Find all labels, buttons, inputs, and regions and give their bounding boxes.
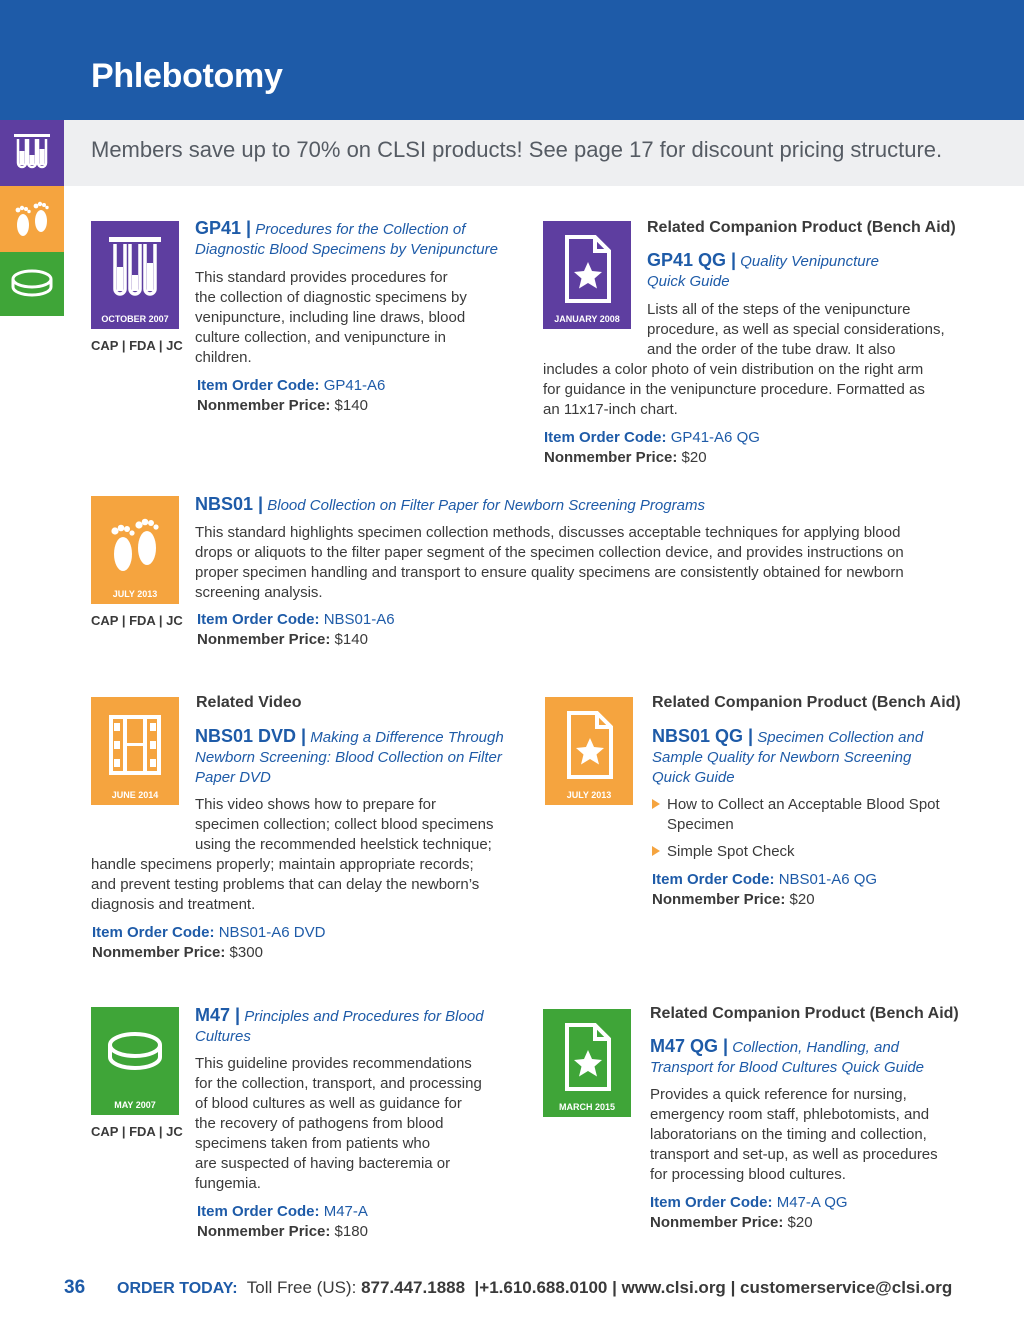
nbs01qg-order: Item Order Code: NBS01-A6 QG Nonmember Price: $20 [652,871,878,908]
nbs01dvd-description-cont: handle specimens properly; maintain appropriate records; and prevent testing problems that can delay the newborn’s diagnosis and treatment. [91,856,480,913]
nbs01qg-title-block [652,726,982,788]
nonmember-price: $180 [334,1223,368,1240]
product-title[interactable]: Making a Difference Through [310,729,504,746]
publication-date: JANUARY 2008 [554,314,620,324]
document-star-icon [557,229,617,309]
product-title-cont[interactable]: Quick Guide [647,273,730,290]
phone-toll-free[interactable]: 877.447.1888 [361,1278,466,1297]
item-order-code: M47-A QG [776,1194,848,1211]
publication-date: MARCH 2015 [558,1102,616,1112]
nbs01-description: This standard highlights specimen collection methods, discusses acceptable techniques for applying blood drops or aliquots to the filter paper segment of the specimen collection device, and provides instructions on proper specimen handling and transport to ensure quality specimens are consistently obtained for newborn screening analysis. [195,524,904,601]
product-title[interactable]: Specimen Collection and [757,729,924,746]
page-footer [0,1274,1024,1302]
product-title-cont[interactable]: Cultures [195,1028,251,1045]
list-item: Simple Spot Check [652,842,795,862]
page-header [0,0,1024,120]
item-order-code: GP41-A6 [323,377,386,394]
accreditation-label: CAP | FDA | JC [91,338,183,353]
product-title-cont[interactable]: Sample Quality for Newborn Screening [652,749,912,766]
publication-date: JULY 2013 [566,790,612,800]
gp41-title-block [195,218,525,260]
m47qg-cover [543,1009,631,1117]
product-title-cont[interactable]: Newborn Screening: Blood Collection on Filter [195,749,502,766]
gp41-cover [91,221,179,329]
item-order-code: GP41-A6 QG [670,429,760,446]
petri-dish-icon [105,1015,165,1095]
gp41qg-description: Lists all of the steps of the venipuncture procedure, as well as special considerations, and the order of the tube draw. It also [647,301,945,358]
order-today-label: ORDER TODAY: [117,1280,238,1297]
product-title-cont[interactable]: Transport for Blood Cultures Quick Guide [650,1059,925,1076]
m47-cover [91,1007,179,1115]
test-tubes-icon [10,131,54,175]
companion-heading: Related Companion Product (Bench Aid) [652,694,961,711]
gp41-order: Item Order Code: GP41-A6 Nonmember Price: $140 [197,377,386,414]
film-strip-icon [105,705,165,785]
nonmember-price: $20 [789,891,815,908]
gp41-description: This standard provides procedures for the collection of diagnostic specimens by venipuncture, including line draws, blood culture collection, and venipuncture in children. [195,269,467,366]
product-title-cont[interactable]: Quick Guide [652,769,735,786]
members-banner [64,120,1024,186]
product-code[interactable]: M47 | [195,1005,241,1025]
item-order-code: NBS01-A6 [323,611,395,628]
gp41qg-description-cont: includes a color photo of vein distribution on the right arm for guidance in the venipuncture procedure. Formatted as an 11x17-inch chart. [543,361,925,418]
email-link[interactable]: | customerservice@clsi.org [730,1278,953,1297]
product-title[interactable]: Quality Venipuncture [740,253,879,270]
gp41qg-title-block [647,250,967,292]
nbs01dvd-description: This video shows how to prepare for specimen collection; collect blood specimens using the recommended heelstick technique; [195,796,494,853]
document-star-icon [559,705,619,785]
item-order-code: M47-A [323,1203,368,1220]
footprints-icon [105,504,165,584]
nonmember-price: $300 [229,944,263,961]
publication-date: OCTOBER 2007 [101,314,169,324]
phone-international[interactable]: |+1.610.688.0100 [474,1278,608,1297]
product-code[interactable]: NBS01 | [195,494,264,514]
nbs01dvd-order: Item Order Code: NBS01-A6 DVD Nonmember Price: $300 [92,924,326,961]
product-title[interactable]: Principles and Procedures for Blood [244,1008,484,1025]
nbs01qg-cover [545,697,633,805]
product-code[interactable]: NBS01 QG | [652,726,754,746]
product-title[interactable]: Procedures for the Collection of [255,221,466,238]
gp41qg-cover [543,221,631,329]
tab-phlebotomy[interactable] [0,120,64,186]
m47-title-block [195,1005,525,1047]
publication-date: JULY 2013 [112,589,158,599]
m47qg-title-block [650,1036,980,1078]
page-number: 36 [64,1277,86,1298]
product-code[interactable]: GP41 | [195,218,252,238]
companion-heading: Related Companion Product (Bench Aid) [650,1005,959,1022]
item-order-code: NBS01-A6 QG [778,871,878,888]
accreditation-label: CAP | FDA | JC [91,1124,183,1139]
petri-dish-icon [9,264,55,304]
tab-microbiology[interactable] [0,252,64,316]
nbs01-title-block [195,494,955,516]
test-tubes-icon [105,229,165,309]
list-item-cont: Specimen [667,816,734,833]
product-title-cont[interactable]: Diagnostic Blood Specimens by Venipuncture [195,241,498,258]
tab-newborn[interactable] [0,186,64,252]
product-title[interactable]: Blood Collection on Filter Paper for Newborn Screening Programs [267,497,705,514]
accreditation-label: CAP | FDA | JC [91,613,183,628]
gp41qg-order: Item Order Code: GP41-A6 QG Nonmember Price: $20 [544,429,760,466]
nonmember-price: $140 [334,397,368,414]
m47qg-description: Provides a quick reference for nursing, emergency room staff, phlebotomists, and laboratorians on the timing and collection, transport and set-up, as well as procedures for processing blood cultures. [650,1086,938,1183]
nonmember-price: $20 [681,449,707,466]
toll-free-label: Toll Free (US): [246,1278,357,1297]
members-note: Members save up to 70% on CLSI products! See page 17 for discount pricing structure. [91,137,943,162]
footprints-icon [10,197,54,241]
product-code[interactable]: NBS01 DVD | [195,726,307,746]
companion-heading: Related Companion Product (Bench Aid) [647,219,956,236]
nbs01dvd-title-block [195,726,525,788]
publication-date: MAY 2007 [114,1100,156,1110]
product-code[interactable]: GP41 QG | [647,250,737,270]
product-title-cont[interactable]: Paper DVD [195,769,271,786]
m47-description: This guideline provides recommendations for the collection, transport, and processing of blood cultures as well as guidance for the recovery of pathogens from blood specimens taken from patients who are suspected of having bacteremia or fungemia. [195,1055,482,1192]
item-order-code: NBS01-A6 DVD [218,924,326,941]
nonmember-price: $140 [334,631,368,648]
list-item: How to Collect an Acceptable Blood Spot [652,795,940,815]
nonmember-price: $20 [787,1214,813,1231]
order-line [117,1278,952,1298]
related-video-heading: Related Video [196,694,302,711]
m47-order: Item Order Code: M47-A Nonmember Price: $180 [197,1203,368,1240]
website-link[interactable]: | www.clsi.org [612,1278,726,1297]
document-star-icon [557,1017,617,1097]
product-title[interactable]: Collection, Handling, and [732,1039,900,1056]
nbs01-order: Item Order Code: NBS01-A6 Nonmember Price: $140 [197,611,395,648]
page-title: Phlebotomy [91,57,283,95]
m47qg-order: Item Order Code: M47-A QG Nonmember Price: $20 [650,1194,848,1231]
triangle-bullet-icon [652,799,660,809]
nbs01-cover [91,496,179,604]
product-code[interactable]: M47 QG | [650,1036,729,1056]
triangle-bullet-icon [652,846,660,856]
nbs01dvd-cover [91,697,179,805]
publication-date: JUNE 2014 [111,790,159,800]
